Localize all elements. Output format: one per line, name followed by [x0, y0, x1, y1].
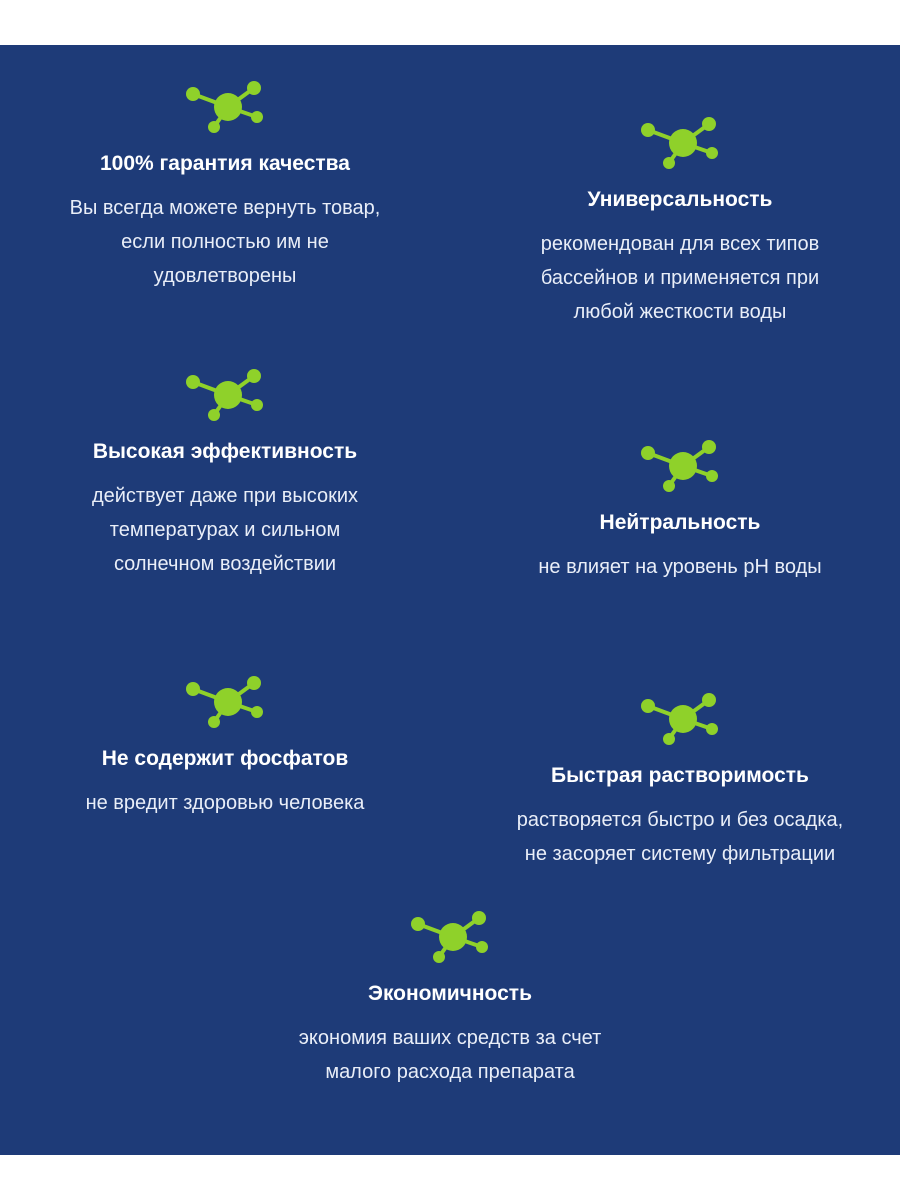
molecule-icon [635, 436, 725, 496]
molecule-icon [180, 77, 270, 137]
molecule-icon [405, 907, 495, 967]
molecule-icon [635, 113, 725, 173]
feature-description: не влияет на уровень pH воды [538, 556, 822, 578]
features-panel [0, 45, 900, 1155]
feature-description: растворяется быстро и без осадка, не засоряет систему фильтрации [516, 809, 844, 865]
feature-title: Не содержит фосфатов [101, 747, 349, 770]
feature-title: Нейтральность [599, 511, 761, 534]
molecule-icon [635, 689, 725, 749]
feature-description: не вредит здоровью человека [85, 792, 365, 814]
feature-title: 100% гарантия качества [100, 152, 350, 175]
molecule-icon [180, 365, 270, 425]
feature-description: рекомендован для всех типов бассейнов и применяется при любой жесткости воды [540, 233, 820, 323]
feature-economy [235, 907, 665, 1089]
feature-title: Универсальность [587, 188, 773, 211]
feature-neutrality [465, 436, 895, 584]
feature-description: экономия ваших средств за счет малого расхода препарата [298, 1027, 602, 1083]
feature-description: действует даже при высоких температурах и сильном солнечном воздействии [91, 485, 359, 575]
feature-description: Вы всегда можете вернуть товар, если полностью им не удовлетворены [69, 197, 381, 287]
feature-quality-guarantee [10, 77, 440, 293]
feature-phosphate-free [10, 672, 440, 820]
feature-fast-solubility [465, 689, 895, 871]
feature-title: Экономичность [368, 982, 532, 1005]
feature-title: Высокая эффективность [92, 440, 358, 463]
feature-universality [465, 113, 895, 329]
molecule-icon [180, 672, 270, 732]
feature-title: Быстрая растворимость [551, 764, 809, 787]
feature-high-efficiency [10, 365, 440, 581]
